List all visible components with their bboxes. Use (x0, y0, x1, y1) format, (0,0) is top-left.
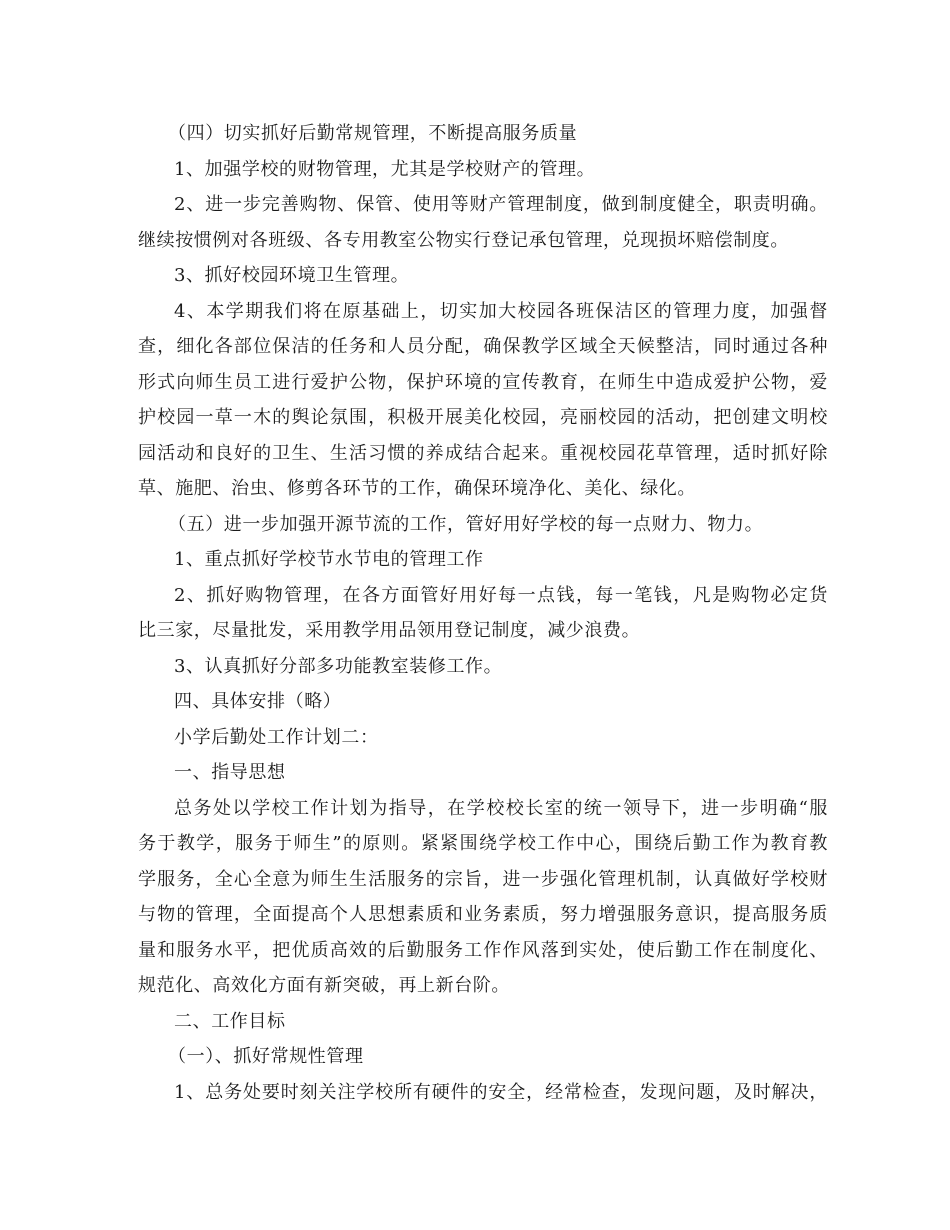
paragraph-line: 护校园一草一木的舆论氛围，积极开展美化校园，亮丽校园的活动，把创建文明校 (138, 407, 828, 428)
paragraph-line: 4、本学期我们将在原基础上，切实加大校园各班保洁区的管理力度，加强督 (174, 300, 828, 322)
paragraph-line: 务于教学，服务于师生”的原则。紧紧围绕学校工作中心，围绕后勤工作为教育教 (138, 833, 828, 854)
paragraph-line: 2、抓好购物管理，在各方面管好用好每一点钱，每一笔钱，凡是购物必定货 (174, 584, 828, 606)
section-heading: 二、工作目标 (174, 1010, 286, 1032)
paragraph-line: 形式向师生员工进行爱护公物，保护环境的宣传教育，在师生中造成爱护公物，爱 (138, 371, 828, 393)
paragraph-line: 草、施肥、治虫、修剪各环节的工作，确保环境净化、美化、绿化。 (138, 478, 696, 499)
section-heading: （四）切实抓好后勤常规管理，不断提高服务质量 (168, 123, 578, 144)
paragraph-line: 比三家，尽量批发，采用教学用品领用登记制度，减少浪费。 (138, 620, 641, 641)
paragraph-line: 2、进一步完善购物、保管、使用等财产管理制度，做到制度健全，职责明确。 (174, 194, 828, 215)
section-heading: （一）、抓好常规性管理 (168, 1046, 364, 1067)
section-heading: （五）进一步加强开源节流的工作，管好用好学校的每一点财力、物力。 (168, 513, 764, 535)
paragraph-line: 1、总务处要时刻关注学校所有硬件的安全，经常检查，发现问题，及时解决， (174, 1081, 828, 1103)
section-heading: 小学后勤处工作计划二： (174, 726, 379, 748)
paragraph-line: 继续按惯例对各班级、各专用教室公物实行登记承包管理，兑现损坏赔偿制度。 (138, 229, 789, 251)
paragraph-line: 量和服务水平，把优质高效的后勤服务工作作风落到实处，使后勤工作在制度化、 (138, 939, 828, 961)
paragraph-line: 园活动和良好的卫生、生活习惯的养成结合起来。重视校园花草管理，适时抓好除 (138, 442, 828, 464)
paragraph-line: 与物的管理，全面提高个人思想素质和业务素质，努力增强服务意识，提高服务质 (138, 904, 828, 925)
paragraph-line: 3、认真抓好分部多功能教室装修工作。 (174, 655, 503, 677)
paragraph-line: 1、重点抓好学校节水节电的管理工作 (174, 549, 484, 570)
paragraph-line: 总务处以学校工作计划为指导，在学校校长室的统一领导下，进一步明确“服 (174, 797, 828, 819)
document-page (138, 116, 828, 1110)
paragraph-line: 查，细化各部位保洁的任务和人员分配，确保教学区域全天候整洁，同时通过各种 (138, 336, 828, 357)
section-heading: 一、指导思想 (174, 762, 286, 783)
paragraph-line: 学服务，全心全意为师生生活服务的宗旨，进一步强化管理机制，认真做好学校财 (138, 868, 828, 890)
paragraph-line: 3、抓好校园环境卫生管理。 (174, 265, 410, 286)
paragraph-line: 规范化、高效化方面有新突破，再上新台阶。 (138, 975, 510, 996)
paragraph-line: 1、加强学校的财物管理，尤其是学校财产的管理。 (174, 158, 596, 180)
section-heading: 四、具体安排（略） (174, 691, 342, 712)
